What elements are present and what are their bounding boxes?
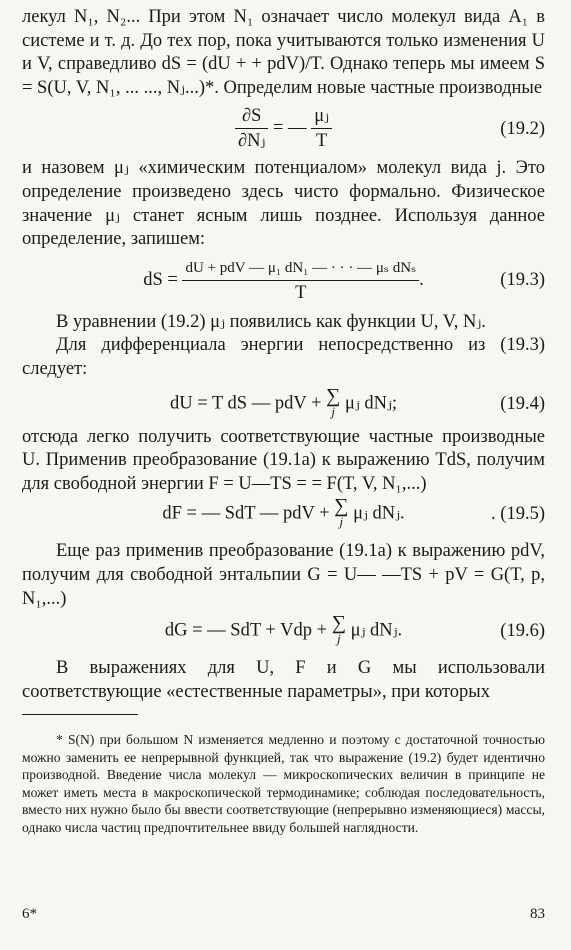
paragraph-2: и назовем μⱼ «химическим потенциалом» молекул вида j. Это определение произведено здесь чисто формально. Физическое значение μⱼ станет ясным лишь позднее. Используя данное определение, запишем: (22, 158, 545, 250)
equation-19-2: $\frac{\partial S}{\text{∂Nⱼ}}$ = — $\frac{\text{μⱼ}}{T}$ (19.2) (22, 104, 545, 153)
ds-fraction: $\frac{\text{dU + pdV — μ₁ dN₁ — · · · — μₛ dNₛ}}{T}$ (182, 256, 419, 305)
equation-19-5: dF = — SdT — pdV + ∑ j μⱼ dNⱼ. . (19.5) (162, 495, 545, 530)
partial-s-fraction: $\frac{\partial S}{\text{∂Nⱼ}}$ (235, 104, 268, 153)
equation-number: (19.4) (500, 393, 545, 414)
page-number: 83 (530, 906, 545, 922)
equation-19-6: dG = — SdT + Vdp + ∑ j μⱼ dNⱼ. (19.6) (164, 612, 545, 647)
paragraph-4: Для дифференциала энергии непосредственно из (19.3) следует: (22, 335, 545, 379)
sum-symbol: ∑ j (334, 495, 349, 530)
paragraph-7: В выражениях для U, F и G мы использовали соответствующие «естественные параметры», при которых (22, 658, 545, 702)
equation-number: (19.2) (500, 118, 545, 139)
footnote-divider (22, 714, 138, 715)
paragraph-5: отсюда легко получить соответствующие частные производные U. Применив преобразование (19.1a) к выражению TdS, получим для свободной энергии F = U—TS = = F(T, V, N₁,...) (22, 426, 545, 494)
equation-19-3: dS = $\frac{\text{dU + pdV — μ₁ dN₁ — · · · — μₛ dNₛ}}{T}$ . (19.3) (22, 256, 545, 305)
equation-number: . (19.5) (491, 504, 545, 525)
signature-mark: 6* (22, 906, 37, 922)
footnote: * S(N) при большом N изменяется медленно и поэтому с достаточной точностью можно заменить ее непрерывной функцией, так что выражение (19.2) будет идентично производной. Введение числа молекул — микроскопических величин в принципе не может иметь места в макроскопической термодинамике; соблюдая последовательность, вместо них нужно было бы ввести соответствующие (непрерывно изменяющиеся) массы, однако числа частиц предпочтительнее ввиду большей наглядности. (22, 732, 545, 835)
paragraph-3: В уравнении (19.2) μⱼ появились как функции U, V, Nⱼ. (56, 311, 486, 332)
paragraph-6: Еще раз применив преобразование (19.1a) к выражению pdV, получим для свободной энтальпии G = U— —TS + pV = G(T, p, N₁,...) (22, 541, 545, 609)
equation-19-4: dU = T dS — pdV + ∑ j μⱼ dNⱼ; (19.4) (169, 384, 545, 419)
sum-symbol: ∑ j (326, 384, 341, 419)
paragraph-1: лекул N₁, N₂... При этом N₁ означает число молекул вида A₁ в системе и т. д. До тех пор, пока учитываются только изменения U и V, справедливо dS = (dU + + pdV)/T. Однако теперь мы имеем S = S(U, V, N₁, ... ..., Nⱼ...)*. Определим новые частные производные (22, 7, 545, 98)
sum-symbol: ∑ j (331, 612, 346, 647)
mu-over-t-fraction: $\frac{\text{μⱼ}}{T}$ (311, 104, 332, 153)
equation-number: (19.3) (500, 270, 545, 291)
page-footer (22, 906, 545, 923)
equation-number: (19.6) (500, 621, 545, 642)
